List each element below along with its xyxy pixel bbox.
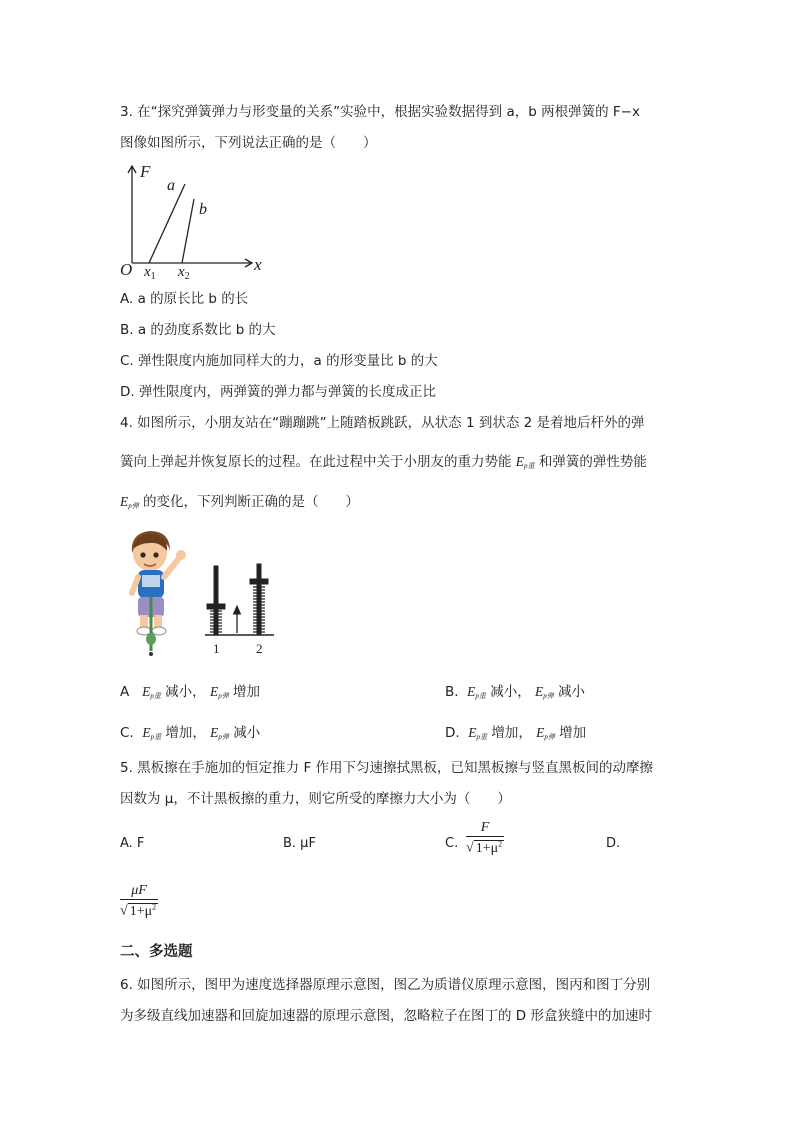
q4-option-c: C. $E_{p重}$ 增加， $E_{p弹}$ 减小 xyxy=(120,725,261,741)
x-axis-label: x xyxy=(254,255,262,274)
q4-option-a: A $E_{p重}$ 减小， $E_{p弹}$ 增加 xyxy=(120,684,261,700)
x1-label: $x_1$ xyxy=(144,264,156,282)
line-a-label: a xyxy=(167,177,175,194)
child-on-pogo-stick-illustration xyxy=(120,527,190,659)
state-2-pogo xyxy=(250,564,268,635)
q3-option-b: B. a 的劲度系数比 b 的大 xyxy=(120,322,276,338)
section-heading-multiple-choice: 二、多选题 xyxy=(120,944,193,960)
pogo-states-diagram xyxy=(200,558,280,658)
q4-option-d: D. $E_{p重}$ 增加， $E_{p弹}$ 增加 xyxy=(445,725,587,741)
line-b-label: b xyxy=(199,201,207,218)
q5-option-c-fraction: $\frac{F}{√ 1+\mu^2}$ xyxy=(466,820,503,856)
q5-line2: 因数为 μ，不计黑板擦的重力，则它所受的摩擦力大小为（ ） xyxy=(120,791,511,807)
q3-line2: 图像如图所示，下列说法正确的是（ ） xyxy=(120,135,377,151)
upward-arrow xyxy=(234,606,241,633)
q5-option-d-label: D. xyxy=(606,836,621,851)
y-axis-label: F xyxy=(140,162,151,181)
q3-option-c: C. 弹性限度内施加同样大的力，a 的形变量比 b 的大 xyxy=(120,353,438,369)
q4-line1: 4. 如图所示，小朋友站在“蹦蹦跳”上随踏板跳跃，从状态 1 到状态 2 是着地后杆外的弹 xyxy=(120,415,645,431)
q3-line1: 3. 在“探究弹簧弹力与形变量的关系”实验中，根据实验数据得到 a，b 两根弹簧的 F−x xyxy=(120,104,640,120)
q5-option-b: B. μF xyxy=(283,836,316,851)
state-1-pogo xyxy=(207,566,225,635)
f-x-graph xyxy=(118,160,278,282)
q4-line3: $E_{p弹}$ 的变化，下列判断正确的是（ ） xyxy=(120,494,360,510)
state-2-label: 2 xyxy=(256,641,263,656)
q4-line2: 簧向上弹起并恢复原长的过程。在此过程中关于小朋友的重力势能 $E_{p重}$ 和弹簧的弹性势能 xyxy=(120,454,647,470)
q3-option-d: D. 弹性限度内，两弹簧的弹力都与弹簧的长度成正比 xyxy=(120,384,436,400)
q6-line2: 为多级直线加速器和回旋加速器的原理示意图，忽略粒子在图丁的 D 形盒狭缝中的加速时 xyxy=(120,1008,652,1024)
line-a xyxy=(149,184,185,263)
ep-elastic-symbol: $E_{p弹}$ xyxy=(120,494,139,510)
q5-option-d-fraction: $\frac{\mu F}{√ 1+\mu^2}$ xyxy=(120,883,157,919)
q6-line1: 6. 如图所示，图甲为速度选择器原理示意图，图乙为质谱仪原理示意图，图丙和图丁分别 xyxy=(120,977,651,993)
state-1-label: 1 xyxy=(213,641,220,656)
q5-option-a: A. F xyxy=(120,836,145,851)
q3-option-a: A. a 的原长比 b 的长 xyxy=(120,291,249,307)
q5-line1: 5. 黑板擦在手施加的恒定推力 F 作用下匀速擦拭黑板，已知黑板擦与竖直黑板间的动摩擦 xyxy=(120,760,654,776)
ep-gravity-symbol: $E_{p重}$ xyxy=(515,454,535,470)
line-b xyxy=(182,199,194,263)
origin-label: O xyxy=(120,260,133,279)
q5-option-c-label: C. xyxy=(445,836,459,851)
x2-label: $x_2$ xyxy=(178,264,190,282)
q4-option-b: B. $E_{p重}$ 减小， $E_{p弹}$ 减小 xyxy=(445,684,586,700)
